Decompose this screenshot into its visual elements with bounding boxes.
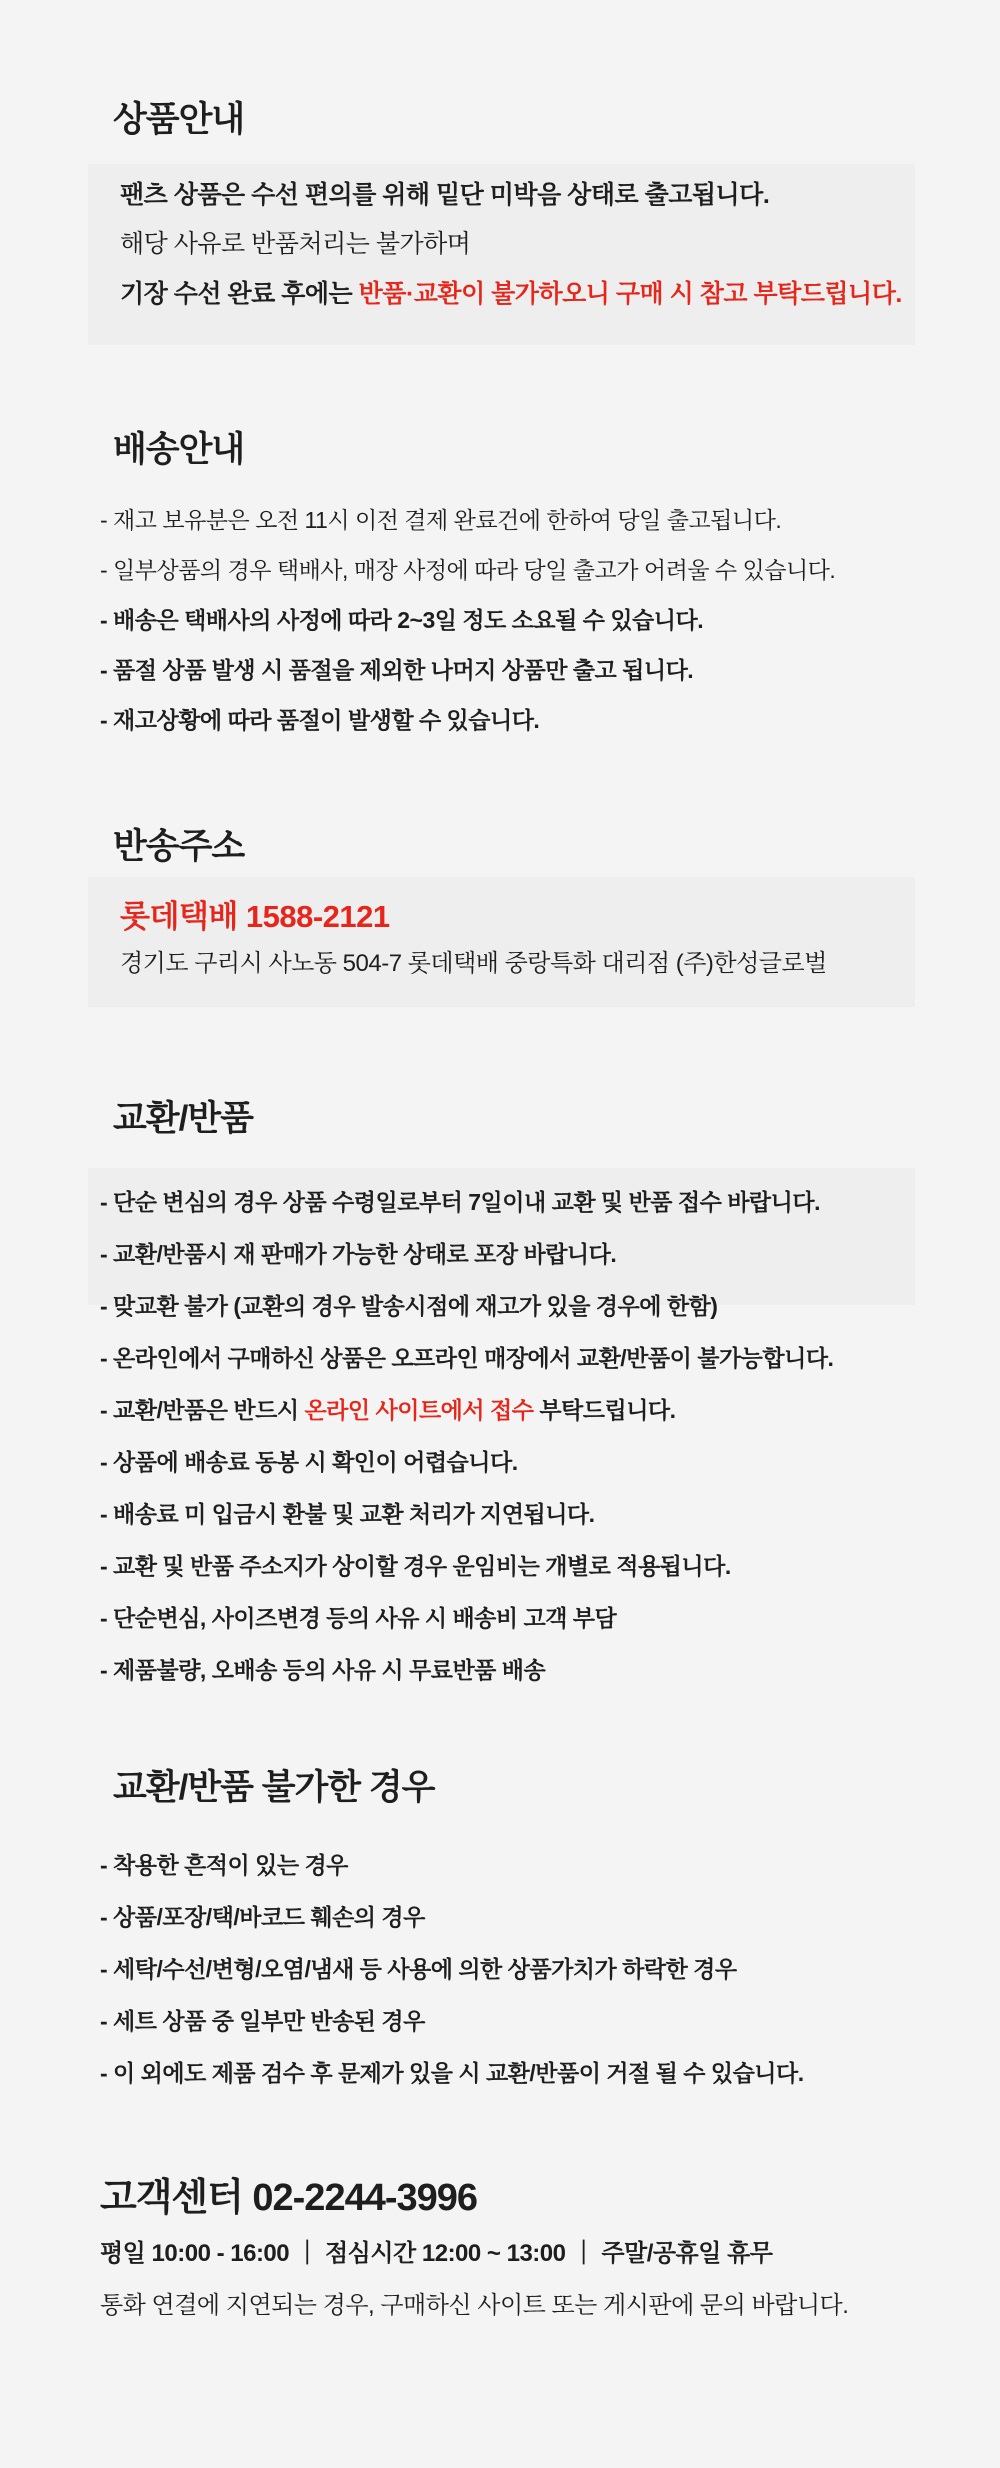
list-item: - 상품/포장/택/바코드 훼손의 경우 xyxy=(100,1904,425,1930)
product-line-text: 해당 사유로 반품처리는 불가하며 xyxy=(120,230,471,258)
item-text: - 맞교환 불가 (교환의 경우 발송시점에 재고가 있을 경우에 한함) xyxy=(100,1293,718,1319)
list-item xyxy=(100,1644,833,1696)
list-item: - 세트 상품 중 일부만 반송된 경우 xyxy=(100,2008,425,2034)
shipping-list xyxy=(100,495,835,745)
product-line-text: 기장 수선 완료 후에는 xyxy=(120,280,359,308)
item-text-red: 온라인 사이트에서 접수 xyxy=(304,1397,534,1423)
return-address-box xyxy=(88,877,915,1007)
item-text: - 교환/반품은 반드시 xyxy=(100,1397,305,1423)
list-item xyxy=(100,1488,833,1540)
list-item: - 품절 상품 발생 시 품절을 제외한 나머지 상품만 출고 됩니다. xyxy=(100,657,694,683)
list-item xyxy=(100,1332,833,1384)
list-item xyxy=(100,1280,833,1332)
customer-center-title: 고객센터 02-2244-3996 xyxy=(100,2177,478,2219)
item-text: - 배송료 미 입금시 환불 및 교환 처리가 지연됩니다. xyxy=(100,1501,595,1527)
list-item: - 착용한 흔적이 있는 경우 xyxy=(100,1852,348,1878)
item-text: - 상품에 배송료 동봉 시 확인이 어렵습니다. xyxy=(100,1449,518,1475)
item-text: - 교환/반품시 재 판매가 가능한 상태로 포장 바랍니다. xyxy=(100,1241,617,1267)
exchange-list xyxy=(100,1176,833,1696)
item-text: - 교환 및 반품 주소지가 상이할 경우 운임비는 개별로 적용됩니다. xyxy=(100,1553,731,1579)
item-text: - 온라인에서 구매하신 상품은 오프라인 매장에서 교환/반품이 불가능합니다. xyxy=(100,1345,834,1371)
list-item xyxy=(100,1176,833,1228)
item-text: - 단순변심, 사이즈변경 등의 사유 시 배송비 고객 부담 xyxy=(100,1605,617,1631)
list-item: - 배송은 택배사의 사정에 따라 2~3일 정도 소요될 수 있습니다. xyxy=(100,607,704,633)
section-title-shipping: 배송안내 xyxy=(113,430,245,469)
item-text: - 단순 변심의 경우 상품 수령일로부터 7일이내 교환 및 반품 접수 바랍니다. xyxy=(100,1189,820,1215)
list-item xyxy=(100,1592,833,1644)
carrier-phone-number: 롯데택배 1588-2121 xyxy=(120,899,390,934)
section-title-no-exchange: 교환/반품 불가한 경우 xyxy=(113,1768,435,1807)
list-item xyxy=(100,1436,833,1488)
return-address-text: 경기도 구리시 사노동 504-7 롯데택배 중랑특화 대리점 (주)한성글로벌 xyxy=(120,950,827,977)
product-line xyxy=(120,180,769,210)
list-item xyxy=(100,1384,833,1436)
product-line xyxy=(120,279,902,309)
list-item: - 이 외에도 제품 검수 후 문제가 있을 시 교환/반품이 거절 될 수 있습니다. xyxy=(100,2060,804,2086)
list-item: - 재고상황에 따라 품절이 발생할 수 있습니다. xyxy=(100,707,540,733)
list-item: - 일부상품의 경우 택배사, 매장 사정에 따라 당일 출고가 어려울 수 있습니다. xyxy=(100,557,836,583)
section-title-exchange: 교환/반품 xyxy=(113,1099,253,1138)
list-item xyxy=(100,1228,833,1280)
list-item: - 재고 보유분은 오전 11시 이전 결제 완료건에 한하여 당일 출고됩니다. xyxy=(100,507,782,533)
section-title-product: 상품안내 xyxy=(113,100,245,139)
item-text: - 제품불량, 오배송 등의 사유 시 무료반품 배송 xyxy=(100,1657,546,1683)
section-title-return-address: 반송주소 xyxy=(113,827,245,866)
item-text-post: 부탁드립니다. xyxy=(533,1397,676,1423)
list-item: - 세탁/수선/변형/오염/냄새 등 사용에 의한 상품가치가 하락한 경우 xyxy=(100,1956,737,1982)
customer-center-note: 통화 연결에 지연되는 경우, 구매하신 사이트 또는 게시판에 문의 바랍니다. xyxy=(100,2292,849,2319)
product-line-text: 팬츠 상품은 수선 편의를 위해 밑단 미박음 상태로 출고됩니다. xyxy=(120,181,770,209)
no-exchange-list xyxy=(100,1839,804,2099)
product-line-red: 반품·교환이 불가하오니 구매 시 참고 부탁드립니다. xyxy=(358,280,902,308)
list-item xyxy=(100,1540,833,1592)
customer-center-hours: 평일 10:00 - 16:00 ｜ 점심시간 12:00 ~ 13:00 ｜ 주말/공휴일 휴무 xyxy=(100,2240,773,2267)
product-line xyxy=(120,229,470,259)
